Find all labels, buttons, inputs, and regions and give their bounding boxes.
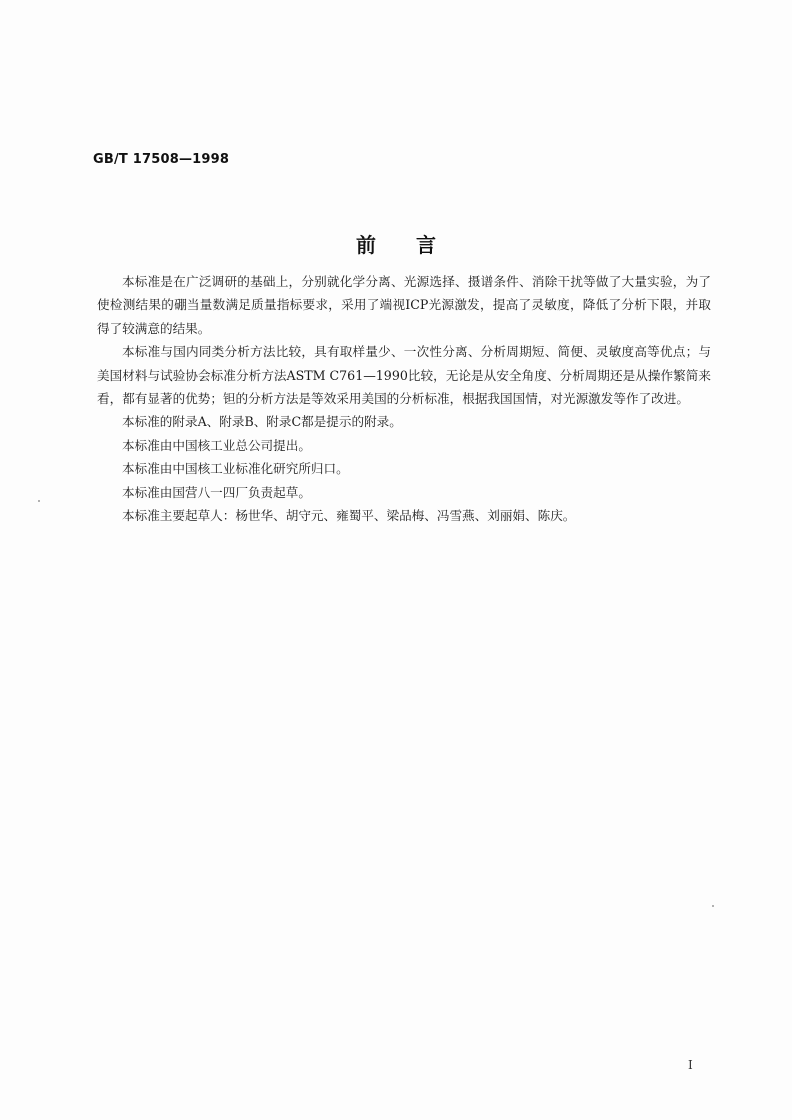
page-title: 前言 [356,233,476,257]
scan-speck [38,500,40,502]
paragraph-research-basis: 本标准是在广泛调研的基础上，分别就化学分离、光源选择、摄谱条件、消除干扰等做了大量实验，为了使检测结果的硼当量数满足质量指标要求，采用了端视ICP光源激发，提高了灵敏度，降低了分析下限，并取得了较满意的结果。 [97,274,711,336]
paragraph-drafted-by: 本标准由国营八一四厂负责起草。 [122,484,311,500]
paragraph-method-comparison: 本标准与国内同类分析方法比较，具有取样量少、一次性分离、分析周期短、简便、灵敏度高等优点；与美国材料与试验协会标准分析方法ASTM C761—1990比较，无论是从安全角度、分析周期还是从操作繁简来看，都有显著的优势；钽的分析方法是等效采用美国的分析标准，根据我国国情，对光源激发等作了改进。 [97,344,711,407]
paragraph-proposed-by: 本标准由中国核工业总公司提出。 [122,437,311,453]
scan-speck [712,905,714,907]
paragraph-drafters: 本标准主要起草人：杨世华、胡守元、雍蜀平、梁品梅、冯雪燕、刘丽娟、陈庆。 [122,508,576,524]
page-number: I [688,1058,693,1072]
standard-code: GB/T 17508—1998 [93,152,230,167]
foreword-body [97,270,711,527]
paragraph-appendices: 本标准的附录A、附录B、附录C都是提示的附录。 [122,414,402,430]
paragraph-administered-by: 本标准由中国核工业标准化研究所归口。 [122,461,349,477]
